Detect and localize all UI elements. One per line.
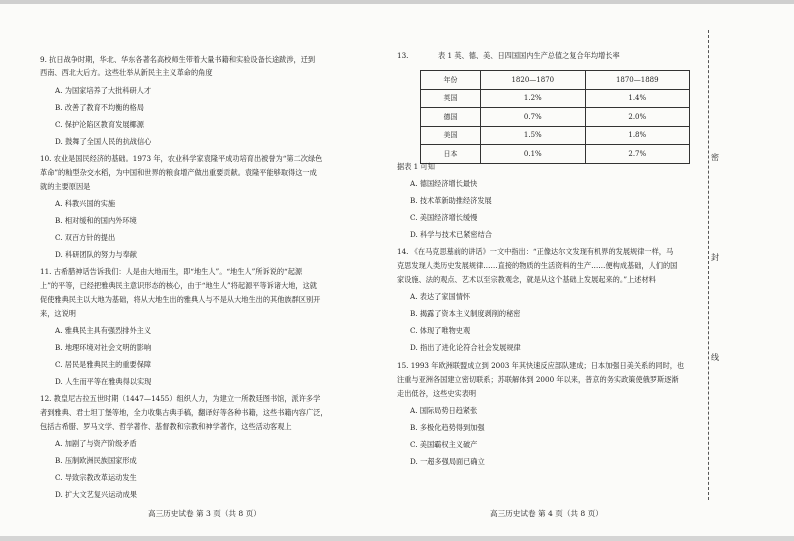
q15-line-1: 15. 1993 年欧洲联盟成立到 2003 年其快速反应部队建成；日本加强日美关系的同时，也 — [397, 361, 685, 370]
q13-option-a: A. 德国经济增长最快 — [410, 179, 478, 188]
q10-option-a: A. 科教兴国的实施 — [55, 199, 116, 208]
table-cell: 1.2% — [481, 89, 585, 108]
page-footer-4: 高三历史试卷 第 4 页（共 8 页） — [490, 509, 603, 518]
table-cell: 1.4% — [585, 89, 689, 108]
binding-line — [708, 30, 709, 500]
table-header-cell: 1870—1889 — [585, 71, 689, 90]
q11-line-1: 11. 古希腊神话告诉我们：人是由大地而生，即“地生人”。“地生人”所诉说的“起源 — [40, 267, 303, 276]
q10-line-1: 10. 农业是国民经济的基础。1973 年，农业科学家袁隆平成功培育出被誉为“第二次绿色 — [40, 154, 323, 163]
q12-option-b: B. 压制欧洲民族国家形成 — [55, 456, 137, 465]
q13-option-b: B. 技术革新助推经济发展 — [410, 196, 492, 205]
q14-option-a: A. 表达了家国情怀 — [410, 292, 471, 301]
q9-line-1: 9. 抗日战争时期，华北、华东各著名高校师生带着大量书籍和实验设备长途跋涉，迁到 — [40, 55, 316, 64]
q15-option-c: C. 美国霸权主义破产 — [410, 440, 478, 449]
q11-line-2: 上”的平等，已经把雅典民主意识形态的核心，由于“地生人”将起源平等诉诸大地，这就 — [40, 281, 317, 290]
q9-option-c: C. 保护沦陷区教育发展椰源 — [55, 120, 144, 129]
q12-line-2: 者到雅典、君士坦丁堡等地，全力收集古典手稿，翻译好等各种书籍，这些书籍内容广泛， — [40, 408, 328, 417]
table-cell: 日本 — [421, 145, 481, 164]
q11-option-b: B. 地理环境对社会文明的影响 — [55, 343, 152, 352]
table-row — [421, 89, 690, 108]
seal-char-xian: 线 — [711, 353, 719, 362]
q9-option-a: A. 为国家培养了大批科研人才 — [55, 86, 152, 95]
table-row — [421, 126, 690, 145]
q15-option-a: A. 国际局势日趋紧张 — [410, 406, 478, 415]
q14-line-3: 家设施、法的观点、艺术以至宗教观念，就是从这个基础上发展起来的。”上述材料 — [397, 275, 656, 284]
table-cell: 0.1% — [481, 145, 585, 164]
q15-option-d: D. 一超多强局面已确立 — [410, 457, 485, 466]
q14-line-2: 克思发现人类历史发展规律……直接的物质的生活资料的生产……便构成基础，人们的国 — [397, 261, 678, 270]
q10-option-c: C. 双百方针的提出 — [55, 233, 116, 242]
q11-option-a: A. 雅典民主具有强烈排外主义 — [55, 326, 152, 335]
q9-option-b: B. 改善了教育不均衡的格局 — [55, 103, 144, 112]
table-cell: 英国 — [421, 89, 481, 108]
q9-option-d: D. 鼓舞了全国人民的抗战信心 — [55, 137, 152, 146]
table-cell: 0.7% — [481, 108, 585, 127]
q10-option-d: D. 科研团队的努力与奉献 — [55, 250, 137, 259]
table-cell: 2.0% — [585, 108, 689, 127]
table-cell: 德国 — [421, 108, 481, 127]
table-cell: 2.7% — [585, 145, 689, 164]
q13-table-title: 表 1 英、德、美、日四国国内生产总值之复合年均增长率 — [438, 51, 620, 60]
q13-stem: 据表 1 可知 — [397, 162, 435, 171]
q14-option-b: B. 揭露了资本主义制度剥削的秘密 — [410, 309, 521, 318]
q10-line-3: 就的主要原因是 — [40, 182, 91, 191]
q12-line-3: 包括古希腊、罗马文学、哲学著作、基督教和宗教和神学著作，这些活动客观上 — [40, 422, 292, 431]
q15-line-2: 注重与亚洲各国建立密切联系；苏联解体到 2000 年以来，普京的务实政策使俄罗斯逐渐 — [397, 375, 679, 384]
seal-char-mi: 密 — [711, 153, 719, 162]
q12-line-1: 12. 教皇尼古拉五世时期（1447—1455）组织人力，为建立一所教廷图书馆，派许多学 — [40, 394, 321, 403]
q12-option-d: D. 扩大文艺复兴运动成果 — [55, 490, 137, 499]
q15-line-3: 走出低谷，这些史实表明 — [397, 389, 477, 398]
table-row — [421, 108, 690, 127]
table-header-cell: 年份 — [421, 71, 481, 90]
q11-option-c: C. 居民是雅典民主的重要保障 — [55, 360, 152, 369]
seal-char-feng: 封 — [711, 253, 719, 262]
q9-line-2: 西南、西北大后方。这些壮举从新民主主义革命的角度 — [40, 68, 213, 77]
q11-line-4: 来，这说明 — [40, 309, 76, 318]
q14-option-d: D. 指出了进化论符合社会发展规律 — [410, 343, 521, 352]
q12-option-c: C. 导致宗教改革运动发生 — [55, 473, 137, 482]
q10-line-2: 革命”的籼型杂交水稻，为中国和世界的粮食增产做出重要贡献。袁隆平能够取得这一成 — [40, 168, 317, 177]
table-header-row — [421, 71, 690, 90]
q14-line-1: 14. 《在马克思墓前的讲话》一文中指出：“正像达尔文发现有机界的发展规律一样，马 — [397, 247, 674, 256]
q13-option-d: D. 科学与技术已紧密结合 — [410, 230, 492, 239]
q14-option-c: C. 体现了唯物史观 — [410, 326, 471, 335]
q15-option-b: B. 多极化趋势得到加强 — [410, 423, 485, 432]
page-footer-3: 高三历史试卷 第 3 页（共 8 页） — [148, 509, 261, 518]
q10-option-b: B. 相对缓和的国内外环境 — [55, 216, 137, 225]
q13-option-c: C. 美国经济增长缓慢 — [410, 213, 478, 222]
q12-option-a: A. 加剧了与资产阶级矛盾 — [55, 439, 137, 448]
table-cell: 1.5% — [481, 126, 585, 145]
q13-number: 13. — [397, 51, 409, 60]
gdp-growth-table — [420, 70, 690, 164]
table-header-cell: 1820—1870 — [481, 71, 585, 90]
table-row — [421, 145, 690, 164]
q11-option-d: D. 人生而平等在雅典得以实现 — [55, 377, 152, 386]
scan-edge-bottom — [0, 536, 794, 541]
table-cell: 美国 — [421, 126, 481, 145]
q11-line-3: 促使雅典民主以大地为基础，将从大地生出的雅典人与不是从大地生出的其他族群区别开 — [40, 295, 321, 304]
table-cell: 1.8% — [585, 126, 689, 145]
